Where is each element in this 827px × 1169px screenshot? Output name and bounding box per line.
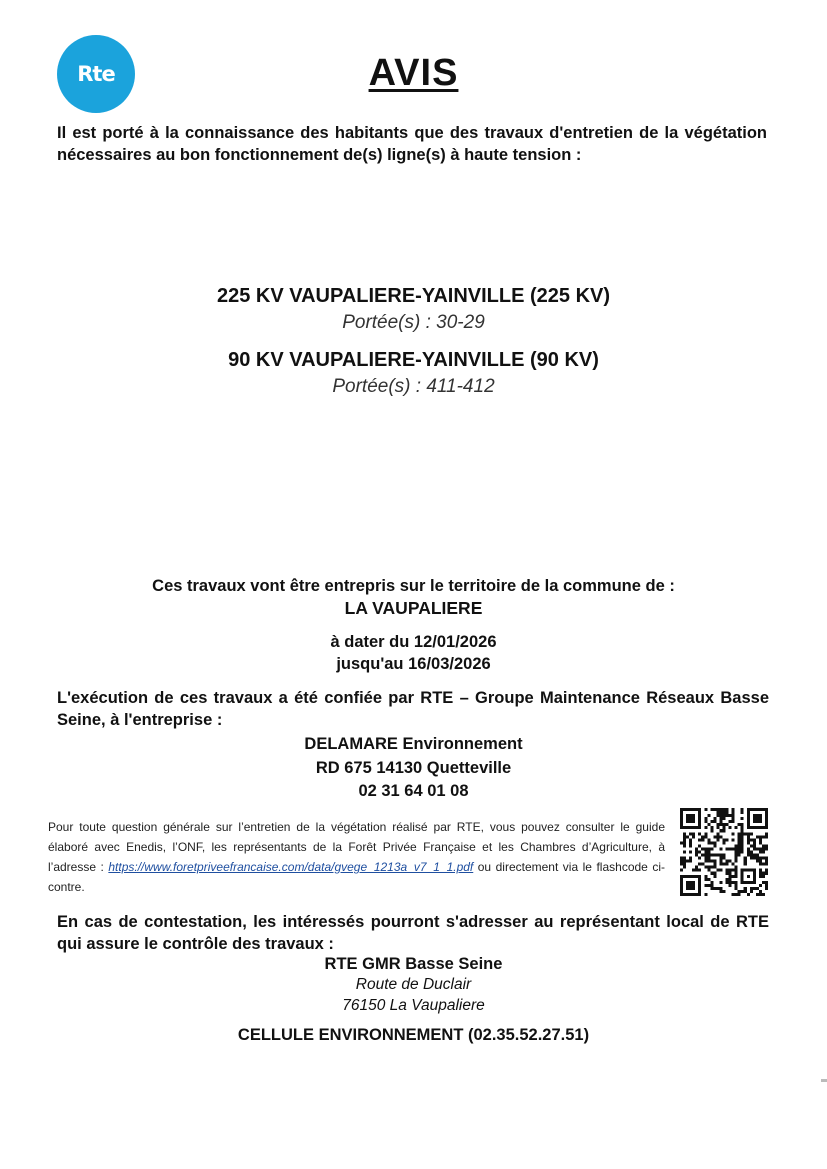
commune-name: LA VAUPALIERE	[344, 598, 483, 618]
line-block-2	[0, 349, 827, 398]
contestation-text: En cas de contestation, les intéressés pourront s'adresser au représentant local de RTE qui assure le contrôle des travaux :	[57, 913, 769, 953]
info-text: Pour toute question générale sur l’entretien de la végétation réalisé par RTE, vous pouvez consulter le guide élaboré avec Enedis, l’ONF, les représentants de la Forêt Privée Française et les Chambres d’Agriculture, à l’adresse :	[48, 820, 665, 874]
rte-contact-city: 76150 La Vaupaliere	[342, 997, 485, 1014]
info-paragraph	[48, 817, 665, 897]
rte-contact-street: Route de Duclair	[355, 976, 472, 993]
date-to: jusqu'au 16/03/2026	[336, 655, 491, 673]
logo-text: Rte	[77, 62, 115, 86]
company-name: DELAMARE Environnement	[304, 735, 523, 753]
execution-text: L'exécution de ces travaux a été confiée par RTE – Groupe Maintenance Réseaux Basse Seine, à l'entreprise :	[57, 689, 769, 729]
line-portee: Portée(s) : 30-29	[342, 312, 485, 333]
line-name: 90 KV VAUPALIERE-YAINVILLE (90 KV)	[228, 349, 599, 371]
line-portee: Portée(s) : 411-412	[332, 376, 495, 397]
company-address: RD 675 14130 Quetteville	[315, 759, 512, 777]
company-phone: 02 31 64 01 08	[358, 782, 469, 800]
intro-text: Il est porté à la connaissance des habitants que des travaux d'entretien de la végétation nécessaires au bon fonctionnement de(s) ligne(s) à haute tension :	[57, 124, 767, 164]
scan-mark	[821, 1079, 827, 1082]
cellule-environnement: CELLULE ENVIRONNEMENT (02.35.52.27.51)	[237, 1026, 590, 1044]
info-text-end: ou directement via le flashcode ci-contre.	[48, 860, 665, 894]
date-from: à dater du 12/01/2026	[330, 633, 497, 651]
page-title: AVIS	[368, 52, 459, 94]
commune-intro: Ces travaux vont être entrepris sur le territoire de la commune de :	[152, 577, 675, 595]
line-name: 225 KV VAUPALIERE-YAINVILLE (225 KV)	[216, 285, 611, 307]
guide-link[interactable]: https://www.foretpriveefrancaise.com/data/gvege_1213a_v7_1_1.pdf	[108, 860, 474, 874]
line-block-1	[0, 285, 827, 334]
rte-contact-name: RTE GMR Basse Seine	[324, 955, 503, 973]
qr-code[interactable]	[680, 808, 768, 896]
